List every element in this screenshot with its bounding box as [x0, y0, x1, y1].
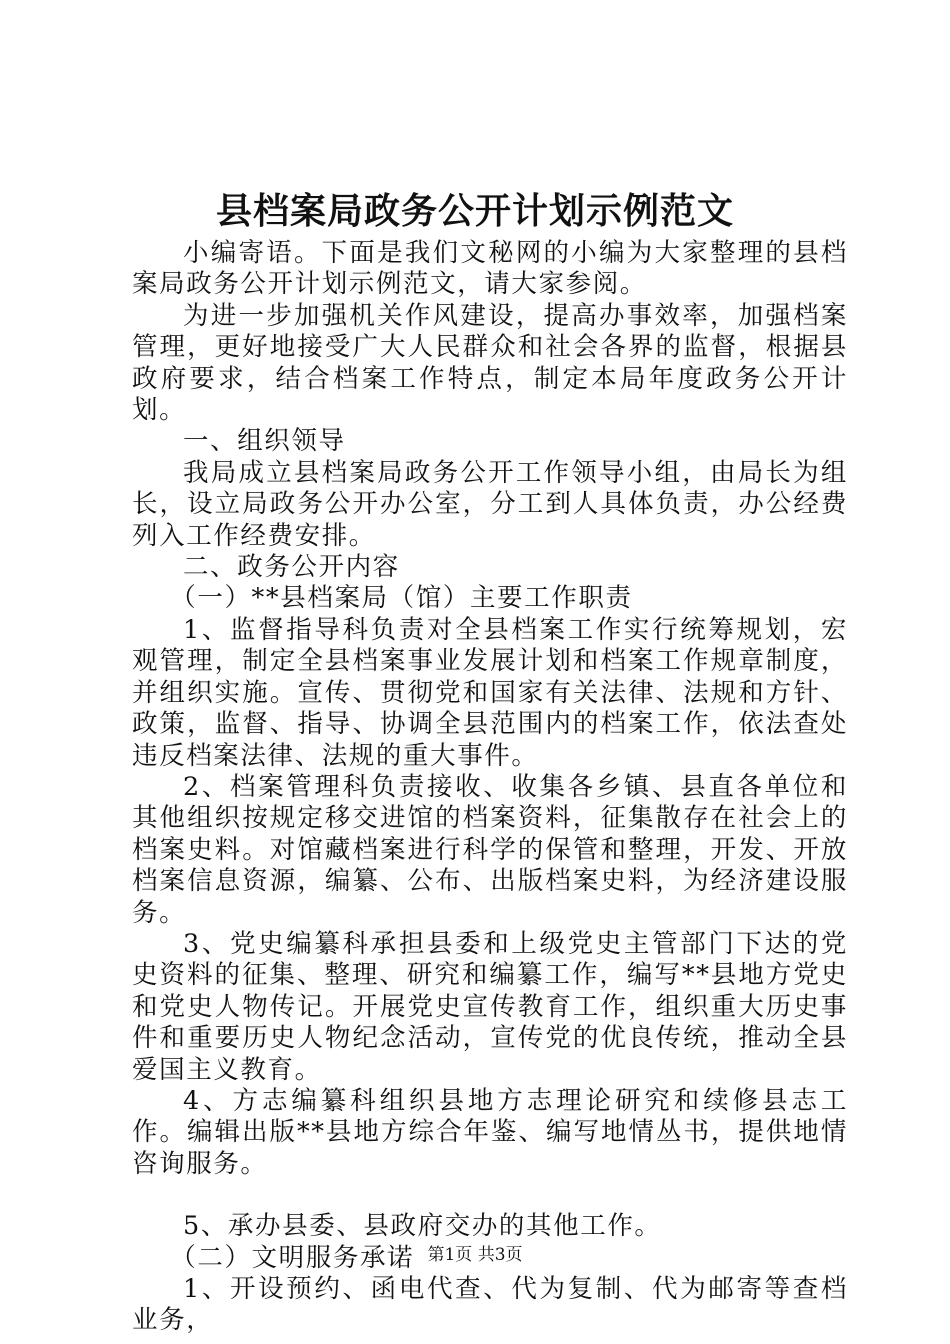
paragraph-service-1: 1、开设预约、函电代查、代为复制、代为邮寄等查档业务，	[132, 1274, 848, 1336]
document-body	[132, 238, 848, 1337]
paragraph-duty-2: 2、档案管理科负责接收、收集各乡镇、县直各单位和其他组织按规定移交进馆的档案资料，征集散存在社会上的档案史料。对馆藏档案进行科学的保管和整理，开发、开放档案信息资源，编纂、公布、出版档案史料，为经济建设服务。	[132, 771, 848, 928]
paragraph-duty-1: 1、监督指导科负责对全县档案工作实行统筹规划，宏观管理，制定全县档案事业发展计划和档案工作规章制度，并组织实施。宣传、贯彻党和国家有关法律、法规和方针、政策，监督、指导、协调全县范围内的档案工作，依法查处违反档案法律、法规的重大事件。	[132, 614, 848, 771]
paragraph-duty-5: 5、承办县委、县政府交办的其他工作。	[183, 1211, 662, 1242]
paragraph-duty-3: 3、党史编纂科承担县委和上级党史主管部门下达的党史资料的征集、整理、研究和编纂工作，编写**县地方党史和党史人物传记。开展党史宣传教育工作，组织重大历史事件和重要历史人物纪念活动，宣传党的优良传统，推动全县爱国主义教育。	[132, 928, 848, 1085]
section-heading-content: 二、政务公开内容	[183, 552, 400, 583]
paragraph-duty-4: 4、方志编纂科组织县地方志理论研究和续修县志工作。编辑出版**县地方综合年鉴、编写地情丛书，提供地情咨询服务。	[132, 1085, 848, 1179]
subsection-heading-service: （二）文明服务承诺	[170, 1242, 415, 1273]
paragraph-purpose: 为进一步加强机关作风建设，提高办事效率，加强档案管理，更好地接受广大人民群众和社会各界的监督，根据县政府要求，结合档案工作特点，制定本局年度政务公开计划。	[132, 300, 848, 426]
paragraph-organization: 我局成立县档案局政务公开工作领导小组，由局长为组长，设立局政务公开办公室，分工到人具体负责，办公经费列入工作经费安排。	[132, 457, 848, 551]
document-title: 县档案局政务公开计划示例范文	[215, 190, 734, 232]
page-footer: 第1页 共3页	[427, 1245, 523, 1265]
subsection-heading-duties: （一）**县档案局（馆）主要工作职责	[170, 583, 633, 614]
section-heading-organization: 一、组织领导	[183, 426, 346, 457]
paragraph-intro: 小编寄语。下面是我们文秘网的小编为大家整理的县档案局政务公开计划示例范文，请大家参阅。	[132, 238, 848, 300]
